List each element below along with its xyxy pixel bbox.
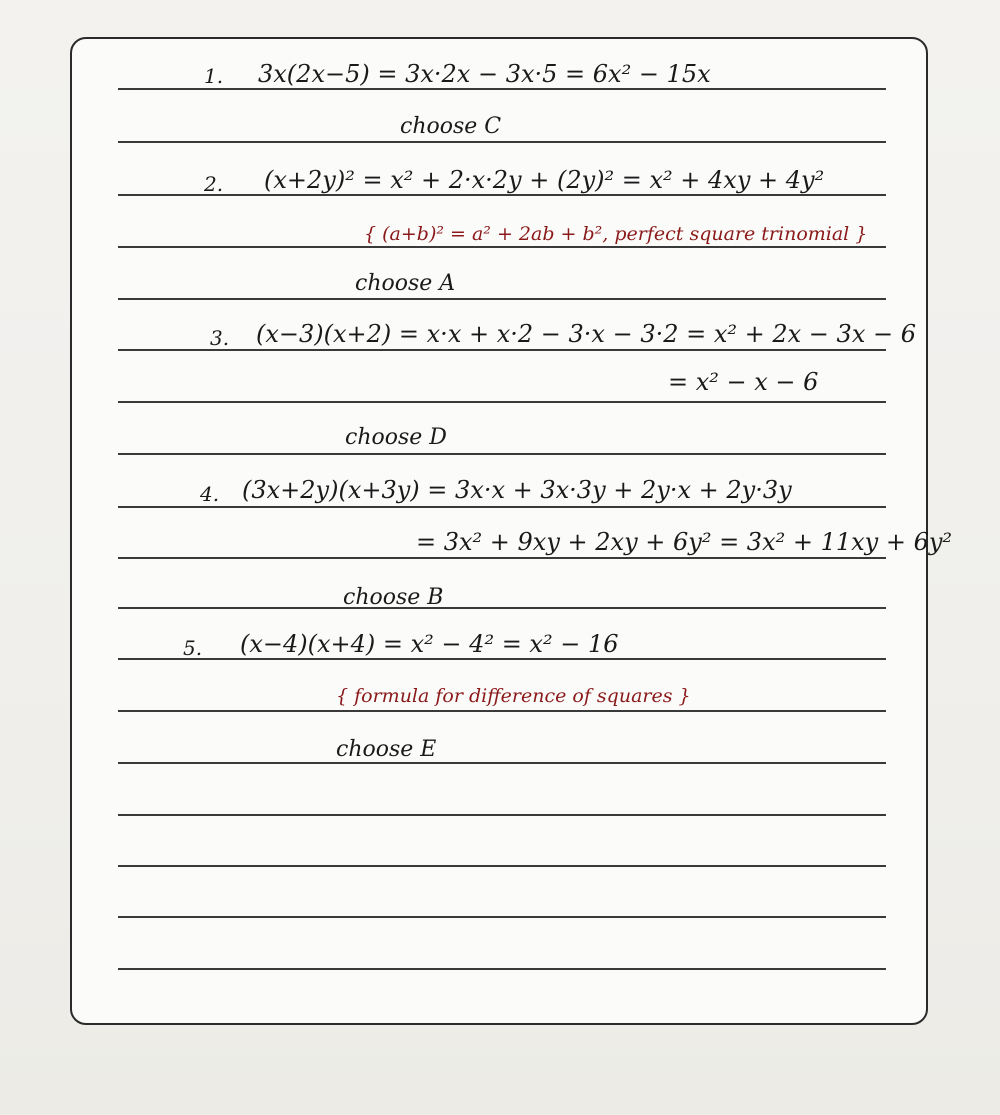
ruled-line	[118, 557, 886, 559]
problem-1-answer: choose C	[400, 114, 502, 139]
ruled-line	[118, 814, 886, 816]
problem-number: 3.	[210, 326, 230, 350]
problem-2-equation: (x+2y)² = x² + 2·x·2y + (2y)² = x² + 4xy + 4y²	[264, 166, 825, 194]
ruled-line	[118, 141, 886, 143]
ruled-line	[118, 865, 886, 867]
ruled-line	[118, 710, 886, 712]
problem-5-note: { formula for difference of squares }	[336, 685, 691, 707]
problem-number: 2.	[204, 172, 224, 196]
problem-4-equation: (3x+2y)(x+3y) = 3x·x + 3x·3y + 2y·x + 2y·3y	[242, 476, 792, 504]
problem-number: 5.	[183, 636, 203, 660]
problem-3-result: = x² − x − 6	[668, 368, 819, 396]
problem-3-equation: (x−3)(x+2) = x·x + x·2 − 3·x − 3·2 = x² + 2x − 3x − 6	[256, 320, 916, 348]
problem-5-equation: (x−4)(x+4) = x² − 4² = x² − 16	[240, 630, 619, 658]
ruled-line	[118, 916, 886, 918]
ruled-line	[118, 506, 886, 508]
problem-number: 4.	[200, 482, 220, 506]
ruled-line	[118, 298, 886, 300]
ruled-line	[118, 88, 886, 90]
ruled-line	[118, 607, 886, 609]
problem-5-answer: choose E	[336, 737, 437, 762]
problem-4-answer: choose B	[343, 585, 444, 610]
ruled-line	[118, 194, 886, 196]
ruled-line	[118, 349, 886, 351]
problem-number: 1.	[204, 64, 224, 88]
ruled-line	[118, 453, 886, 455]
problem-1-equation: 3x(2x−5) = 3x·2x − 3x·5 = 6x² − 15x	[258, 60, 711, 88]
problem-3-answer: choose D	[345, 425, 447, 450]
ruled-line	[118, 968, 886, 970]
problem-2-answer: choose A	[355, 271, 456, 296]
ruled-line	[118, 401, 886, 403]
problem-2-note: { (a+b)² = a² + 2ab + b², perfect square trinomial }	[364, 223, 868, 245]
ruled-line	[118, 658, 886, 660]
problem-4-result: = 3x² + 9xy + 2xy + 6y² = 3x² + 11xy + 6y²	[416, 528, 953, 556]
ruled-line	[118, 762, 886, 764]
